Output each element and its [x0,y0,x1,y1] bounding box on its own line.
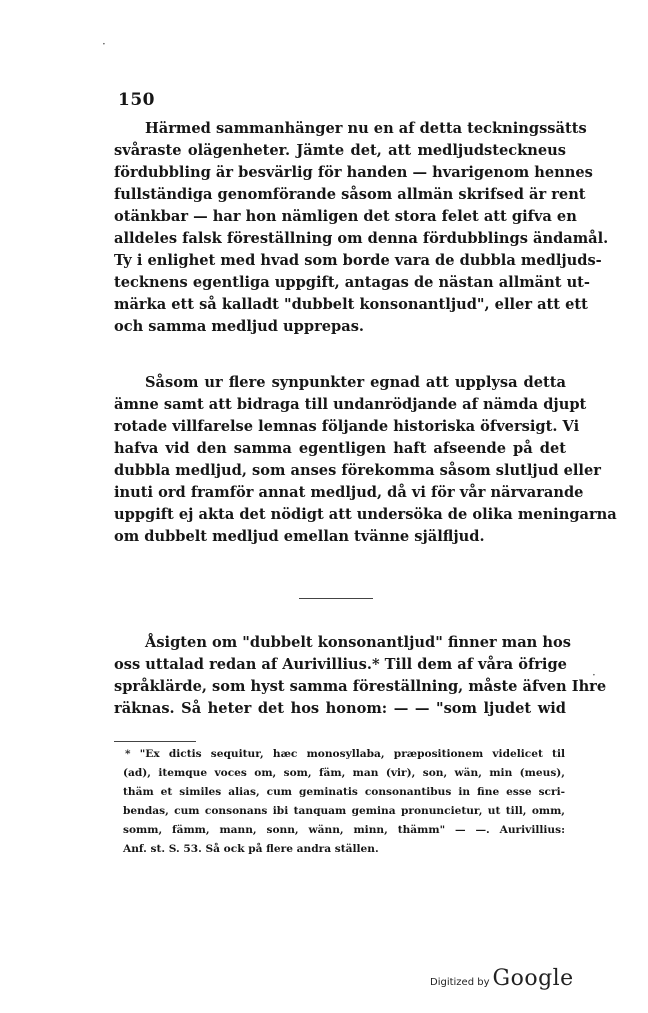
text-line: oss uttalad redan af Aurivillius.* Till dem af våra öfrige [114,656,567,673]
text-line: språklärde, som hyst samma föreställning, måste äfven Ihre [114,678,607,695]
stray-mark: · [102,37,106,51]
footnote-line: Anf. st. S. 53. Så ock på flere andra ställen. [123,843,379,855]
footnote-line: bendas, cum consonans ibi tanquam gemina pronuncietur, ut till, omm, [123,805,565,817]
text-line: Härmed sammanhänger nu en af detta teckningssätts [145,120,587,137]
text-line: Åsigten om "dubbelt konsonantljud" finner man hos [145,634,571,651]
text-line: fullständiga genomförande såsom allmän skrifsed är rent [114,186,586,203]
text-line: hafva vid den samma egentligen haft afseende på det [114,440,566,457]
text-line: rotade villfarelse lemnas följande historiska öfversigt. Vi [114,418,580,435]
text-line: Ty i enlighet med hvad som borde vara de dubbla medljuds- [114,252,602,269]
text-line: tecknens egentliga uppgift, antagas de nästan allmänt ut- [114,274,590,291]
google-logo: Google [492,966,574,991]
paragraph-1 [114,118,609,338]
stray-mark: · [592,668,596,682]
text-line: svåraste olägenheter. Jämte det, att medljudsteckneus [114,142,566,159]
text-line: fördubbling är besvärlig för handen — hvarigenom hennes [114,164,593,181]
text-line: ämne samt att bidraga till undanrödjande af nämda djupt [114,396,587,413]
text-line: dubbla medljud, som anses förekomma såsom slutljud eller [114,462,601,479]
watermark-prefix: Digitized by [430,977,490,988]
text-line: otänkbar — har hon nämligen det stora felet att gifva en [114,208,577,225]
footnote-line: (ad), itemque voces om, som, fäm, man (vir), son, wän, min (meus), [123,767,565,779]
digitized-watermark [430,966,574,991]
text-line: om dubbelt medljud emellan tvänne själfljud. [114,528,485,545]
footnote-line: somm, fämm, mann, sonn, wänn, minn, thämm" — —. Aurivillius: [123,824,565,836]
text-line: Såsom ur flere synpunkter egnad att upplysa detta [145,374,566,391]
footnote-rule [114,741,196,742]
page-number: 150 [118,90,155,110]
section-separator [299,598,373,599]
paragraph-3 [114,632,607,720]
footnote-line: thäm et similes alias, cum geminatis consonantibus in fine esse scri- [123,786,565,798]
paragraph-2 [114,372,617,548]
text-line: uppgift ej akta det nödigt att undersöka de olika meningarna [114,506,617,523]
text-line: och samma medljud upprepas. [114,318,365,335]
footnote [123,745,565,859]
text-line: alldeles falsk föreställning om denna fördubblings ändamål. [114,230,609,247]
footnote-line: * "Ex dictis sequitur, hæc monosyllaba, præpositionem videlicet til [125,748,565,760]
text-line: märka ett så kalladt "dubbelt konsonantljud", eller att ett [114,296,588,313]
text-line: räknas. Så heter det hos honom: — — "som ljudet wid [114,700,566,717]
text-line: inuti ord framför annat medljud, då vi för vår närvarande [114,484,584,501]
